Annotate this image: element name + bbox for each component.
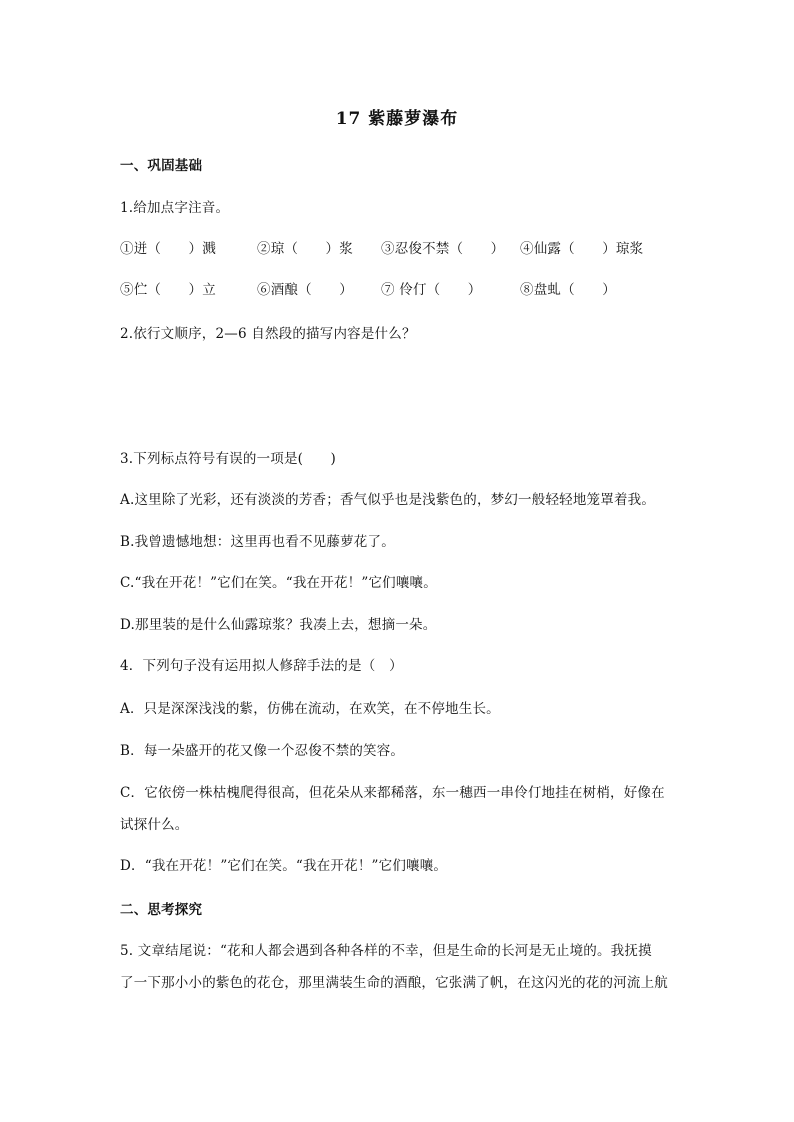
pinyin-item-2: ②琼（ ）浆: [257, 241, 353, 257]
question-2-prompt: 2.依行文顺序，2—6 自然段的描写内容是什么？: [120, 326, 416, 342]
page-title: 17 紫藤萝瀑布: [335, 109, 459, 129]
pinyin-item-5: ⑤伫（ ）立: [120, 282, 216, 298]
question-5-line-1: 5. 文章结尾说：“花和人都会遇到各种各样的不幸，但是生命的长河是无止境的。我抚摸: [120, 943, 652, 959]
question-3-option-c: C.“我在开花！”它们在笑。“我在开花！”它们嚷嚷。: [120, 575, 437, 591]
section-heading-inquiry: 二、思考探究: [120, 902, 203, 918]
question-4-option-d: D．“我在开花！”它们在笑。“我在开花！”它们嚷嚷。: [120, 858, 448, 874]
question-3-prompt: 3.下列标点符号有误的一项是( ): [120, 451, 337, 467]
section-heading-basics: 一、巩固基础: [120, 158, 203, 174]
question-4-option-a: A．只是深深浅浅的紫，仿佛在流动，在欢笑，在不停地生长。: [120, 701, 500, 717]
question-1-prompt: 1.给加点字注音。: [120, 200, 230, 216]
question-4-prompt: 4．下列句子没有运用拟人修辞手法的是（ ）: [120, 658, 403, 674]
pinyin-item-6: ⑥酒酿（ ）: [257, 282, 353, 298]
question-5-line-2: 了一下那小小的紫色的花仓，那里满装生命的酒酿，它张满了帆，在这闪光的花的河流上航: [120, 975, 668, 991]
pinyin-item-7: ⑦ 伶仃（ ）: [381, 282, 482, 298]
pinyin-item-8: ⑧盘虬（ ）: [520, 282, 616, 298]
question-3-option-a: A.这里除了光彩，还有淡淡的芳香；香气似乎也是浅紫色的，梦幻一般轻轻地笼罩着我。: [120, 492, 656, 508]
question-4-option-c-line-2: 试探什么。: [120, 817, 189, 833]
pinyin-item-1: ①迸（ ）溅: [120, 241, 216, 257]
question-4-option-b: B．每一朵盛开的花又像一个忍俊不禁的笑容。: [120, 743, 405, 759]
question-3-option-d: D.那里装的是什么仙露琼浆？我凑上去，想摘一朵。: [120, 617, 437, 633]
question-3-option-b: B.我曾遗憾地想：这里再也看不见藤萝花了。: [120, 534, 395, 550]
question-4-option-c-line-1: C．它依傍一株枯槐爬得很高，但花朵从来都稀落，东一穗西一串伶仃地挂在树梢，好像在: [120, 785, 665, 801]
pinyin-item-3: ③忍俊不禁（ ）: [381, 241, 505, 257]
pinyin-item-4: ④仙露（ ）琼浆: [520, 241, 644, 257]
